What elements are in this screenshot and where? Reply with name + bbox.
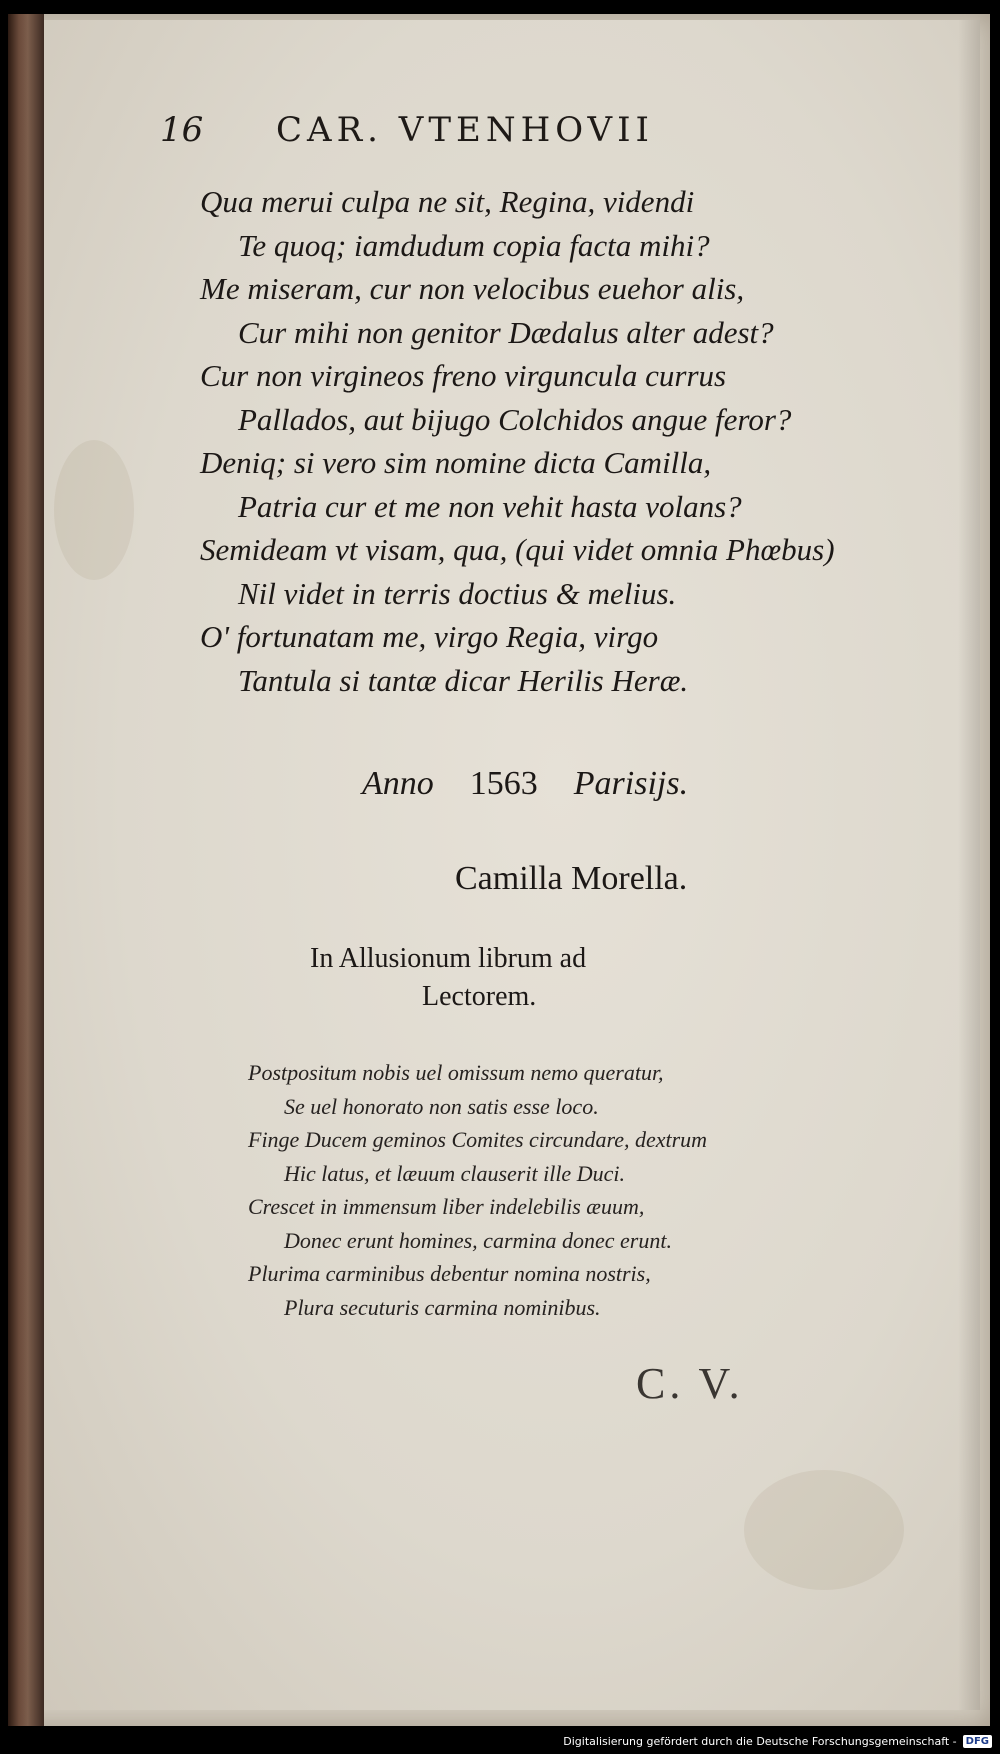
section-title-line-1: In Allusionum librum ad <box>310 943 587 974</box>
dfg-logo[interactable]: DFG <box>963 1735 992 1748</box>
poem-line: Cur mihi non genitor Dædalus alter adest? <box>238 314 774 350</box>
date-line <box>362 765 688 803</box>
poem-line: Tantula si tantæ dicar Herilis Heræ. <box>238 662 689 698</box>
poem-line: O' fortunatam me, virgo Regia, virgo <box>200 619 659 654</box>
epigram-line: Crescet in immensum liber indelebilis æuum, <box>248 1194 645 1219</box>
poem-line: Nil videt in terris doctius & melius. <box>238 575 677 611</box>
page-edge-shadow <box>958 20 980 1710</box>
epigram-line: Plura secuturis carmina nominibus. <box>284 1294 601 1320</box>
author-name: Camilla Morella. <box>455 860 688 897</box>
funding-credit: Digitalisierung gefördert durch die Deutsche Forschungsgemeinschaft - <box>563 1734 957 1748</box>
epigram-line: Finge Ducem geminos Comites circundare, dextrum <box>248 1127 708 1152</box>
date-year: 1563 <box>469 765 538 802</box>
epigram-line: Se uel honorato non satis esse loco. <box>284 1093 599 1119</box>
epigram <box>248 1056 888 1324</box>
epigram-line: Donec erunt homines, carmina donec erunt. <box>284 1227 672 1253</box>
poem-line: Semideam vt visam, qua, (qui videt omnia Phœbus) <box>200 532 835 567</box>
poem-line: Qua merui culpa ne sit, Regina, videndi <box>200 184 695 219</box>
page-number: 16 <box>160 110 204 150</box>
poem-line: Pallados, aut bijugo Colchidos angue feror? <box>238 401 792 437</box>
poem-line: Patria cur et me non vehit hasta volans? <box>238 488 742 524</box>
poem <box>200 180 900 702</box>
poem-line: Cur non virgineos freno virguncula currus <box>200 358 727 393</box>
poem-line: Te quoq; iamdudum copia facta mihi? <box>238 227 710 263</box>
date-anno: Anno <box>362 765 434 802</box>
epigram-line: Postpositum nobis uel omissum nemo queratur, <box>248 1060 664 1085</box>
poem-line: Deniq; si vero sim nomine dicta Camilla, <box>200 445 712 480</box>
section-title <box>310 940 810 1016</box>
date-place: Parisijs. <box>573 765 689 802</box>
signature-initials: C. V. <box>636 1359 744 1408</box>
running-head: CAR. VTENHOVII <box>276 110 654 150</box>
digitization-footer <box>563 1730 992 1752</box>
page-stain <box>744 1470 904 1590</box>
epigram-line: Hic latus, et læuum clauserit ille Duci. <box>284 1160 625 1186</box>
section-title-line-2: Lectorem. <box>422 981 537 1012</box>
book-spine <box>8 14 44 1726</box>
page-stain <box>54 440 134 580</box>
epigram-line: Plurima carminibus debentur nomina nostris, <box>248 1261 651 1286</box>
poem-line: Me miseram, cur non velocibus euehor alis, <box>200 271 745 306</box>
page-header <box>160 110 800 160</box>
